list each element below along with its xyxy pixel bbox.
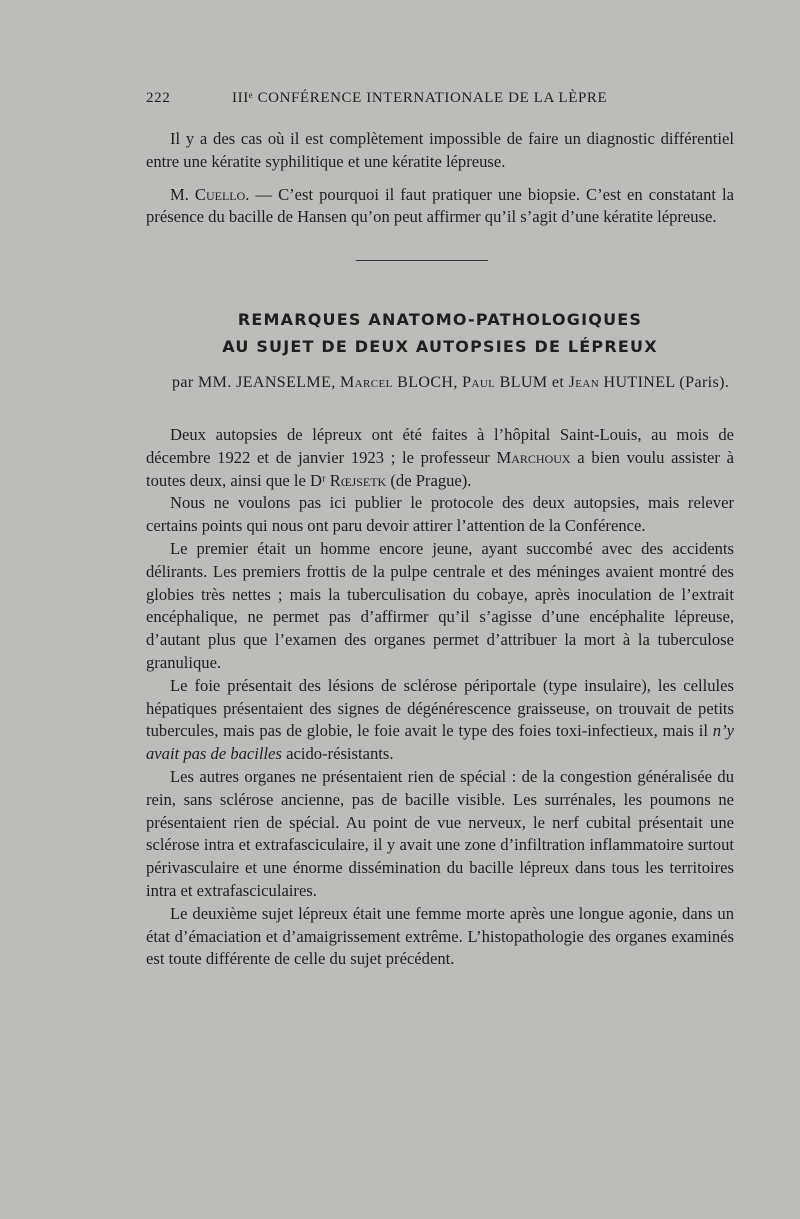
discussion-paragraph-2 xyxy=(146,184,734,230)
text-run: (de Prague). xyxy=(386,470,472,490)
person-name: Marchoux xyxy=(496,447,571,467)
article-title-line-1: REMARQUES ANATOMO-PATHOLOGIQUES xyxy=(237,310,643,329)
article-body xyxy=(146,424,734,971)
author-last-name: BLOCH, xyxy=(392,374,463,391)
running-title: IIIᵉ CONFÉRENCE INTERNATIONALE DE LA LÈPRE xyxy=(232,90,608,106)
speaker-name: M. Cuello. xyxy=(170,184,250,204)
page-number: 222 xyxy=(146,90,171,106)
text-run: a bien voulu assister à toutes deux, ainsi que le Dʳ xyxy=(146,447,734,490)
discussion-block xyxy=(146,128,734,229)
body-paragraph-6: Le deuxième sujet lépreux était une femme morte après une longue agonie, dans un état d’émaciation et d’amaigrissement extrême. L’histopathologie des organes examinés est toute différente de celle du sujet précédent. xyxy=(146,903,734,969)
body-paragraph-3: Le premier était un homme encore jeune, ayant succombé avec des accidents délirants. Les premiers frottis de la pulpe centrale et des méninges avaient montré des globies très nettes ; mais la tuberculisation du cobaye, après inoculation de l’extrait encéphalique, ne permet pas d’affirmer qu’il s’agisse d’une encéphalite lépreuse, d’autant plus que l’examen des organes permet d’attribuer la mort à la tuberculose granulique. xyxy=(146,538,734,672)
author-first-name: Jean xyxy=(568,374,600,391)
italic-text-run: n’y avait pas de bacilles xyxy=(146,721,734,764)
author-first-name: Marcel xyxy=(340,374,393,391)
body-paragraph-4 xyxy=(146,675,734,766)
author-last-name: BLUM et xyxy=(495,374,569,391)
author-last-name: HUTINEL (Paris). xyxy=(599,374,730,391)
person-name: Rœjsetk xyxy=(329,470,387,490)
article-title-line-2: AU SUJET DE DEUX AUTOPSIES DE LÉPREUX xyxy=(222,337,658,356)
body-paragraph-5: Les autres organes ne présentaient rien de spécial : de la congestion généralisée du rein, sans sclérose ancienne, pas de bacille visible. Les surrénales, les poumons ne présentaient rien de spécial. Au point de vue nerveux, le nerf cubital présentait une sclérose intra et extrafasciculaire, il y avait une zone d’infiltration inflammatoire surtout périvasculaire et une énorme dissémination du bacille lépreux dans tous les territoires intra et extrafasciculaires. xyxy=(146,766,734,900)
text-run: Le foie présentait des lésions de sclérose périportale (type insulaire), les cellules hépatiques présentaient des signes de dégénérescence graisseuse, on trouvait de petits tubercules, mais pas de globie, le foie avait le type des foies toxi-infectieux, mais il xyxy=(146,675,734,741)
body-paragraph-1 xyxy=(146,424,734,492)
author-first-name: Paul xyxy=(462,374,496,391)
section-divider xyxy=(356,260,488,261)
byline-prefix: par MM. JEANSELME, xyxy=(172,374,341,391)
text-run: acido-résistants. xyxy=(281,744,394,764)
body-paragraph-2: Nous ne voulons pas ici publier le protocole des deux autopsies, mais relever certains points qui nous ont paru devoir attirer l’attention de la Conférence. xyxy=(146,493,734,536)
speaker-text: — C’est pourquoi il faut pratiquer une biopsie. C’est en constatant la présence du bacille de Hansen qu’on peut affirmer qu’il s’agit d’une kératite lépreuse. xyxy=(146,184,734,227)
discussion-paragraph-1: Il y a des cas où il est complètement impossible de faire un diagnostic différentiel entre une kératite syphilitique et une kératite lépreuse. xyxy=(146,129,734,171)
article-byline xyxy=(172,374,729,392)
text-run: Deux autopsies de lépreux ont été faites à l’hôpital Saint-Louis, au mois de décembre 1922 et de janvier 1923 ; le professeur xyxy=(146,425,734,467)
